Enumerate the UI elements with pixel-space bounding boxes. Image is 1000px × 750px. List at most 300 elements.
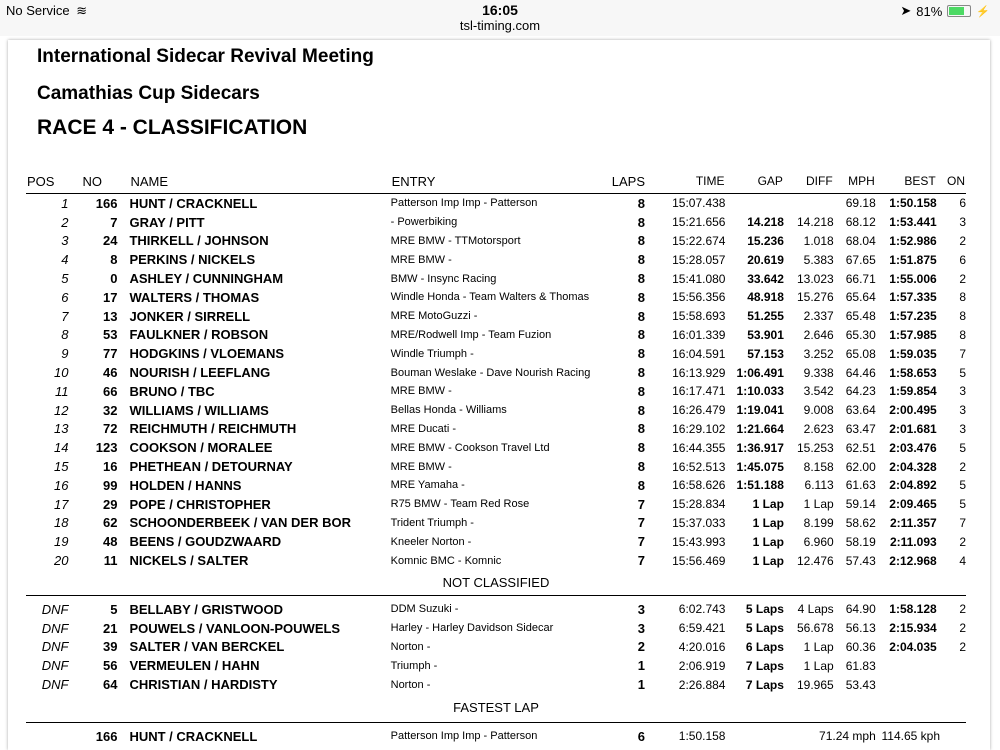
cell-laps: 8 <box>637 459 646 475</box>
cell-entry: R75 BMW - Team Red Rose <box>390 498 530 511</box>
result-row <box>26 307 966 326</box>
dnf-row <box>26 638 966 657</box>
cell-no: 29 <box>102 496 118 512</box>
cell-best: 1:59.035 <box>889 346 937 361</box>
cell-diff <box>784 194 834 213</box>
fastest-mph: 71.24 mph <box>819 729 876 744</box>
cell-no: 66 <box>102 383 118 399</box>
result-row <box>26 344 966 363</box>
cell-on: 5 <box>959 440 966 455</box>
cell-time: 16:13.929 <box>672 365 726 380</box>
fastest-kph: 114.65 kph <box>881 729 940 744</box>
cell-mph: 68.12 <box>845 215 876 230</box>
fastest-time: 1:50.158 <box>678 729 726 744</box>
cell-no: 24 <box>102 233 118 249</box>
cell-no: 99 <box>102 477 118 493</box>
clock: 16:05 <box>482 2 518 18</box>
table-header <box>26 169 966 194</box>
cell-pos: 12 <box>54 402 69 418</box>
cell-best: 2:15.934 <box>889 621 937 636</box>
cell-on: 3 <box>959 403 966 418</box>
cell-gap: 1:06.491 <box>736 365 784 380</box>
col-laps: LAPS <box>604 169 655 194</box>
cell-no: 48 <box>102 534 118 550</box>
cell-entry: MRE BMW - <box>390 460 452 473</box>
cell-diff: 1.018 <box>803 233 834 248</box>
cell-pos: 3 <box>61 233 69 249</box>
classified-results <box>26 194 966 570</box>
result-row <box>26 194 966 213</box>
cell-on: 5 <box>959 497 966 512</box>
battery-icon <box>947 5 971 17</box>
cell-mph: 65.08 <box>845 346 876 361</box>
cell-no: 7 <box>110 214 118 230</box>
cell-gap: 53.901 <box>747 327 784 342</box>
cell-gap: 1 Lap <box>752 497 784 512</box>
cell-mph: 62.00 <box>845 459 876 474</box>
cell-laps: 1 <box>637 658 646 674</box>
dnf-row <box>26 656 966 675</box>
cell-laps: 8 <box>637 383 646 399</box>
cell-mph: 58.62 <box>845 515 876 530</box>
cell-name: GRAY / PITT <box>129 214 205 230</box>
cell-laps: 7 <box>637 534 646 550</box>
cell-best: 1:57.235 <box>889 309 937 324</box>
cell-pos: 14 <box>54 440 69 456</box>
cell-time: 15:41.080 <box>672 271 726 286</box>
cell-laps: 8 <box>637 233 646 249</box>
cell-pos: 8 <box>61 327 69 343</box>
cell-time: 16:52.513 <box>672 459 726 474</box>
cell-laps: 8 <box>637 421 646 437</box>
cell-diff: 1 Lap <box>803 497 834 512</box>
cell-diff: 2.337 <box>803 309 834 324</box>
cell-best: 1:55.006 <box>889 271 937 286</box>
cell-laps: 8 <box>637 289 646 305</box>
cell-on: 8 <box>959 309 966 324</box>
result-row <box>26 457 966 476</box>
cell-diff: 15.276 <box>796 290 834 305</box>
cell-name: BRUNO / TBC <box>129 383 215 399</box>
cell-name: VERMEULEN / HAHN <box>129 658 260 674</box>
cell-time: 16:26.479 <box>672 403 726 418</box>
fastest-lap-section <box>26 694 966 746</box>
cell-mph: 63.64 <box>845 403 876 418</box>
result-row <box>26 401 966 420</box>
cell-name: JONKER / SIRRELL <box>129 308 251 324</box>
cell-diff: 19.965 <box>796 677 834 692</box>
battery-level <box>949 7 964 15</box>
cell-entry: Triumph - <box>390 659 438 672</box>
cell-gap: 1 Lap <box>752 553 784 568</box>
cell-on: 3 <box>959 384 966 399</box>
cell-laps: 2 <box>637 639 646 655</box>
cell-laps: 8 <box>637 477 646 493</box>
col-best: BEST <box>876 169 937 194</box>
cell-pos: 2 <box>61 214 69 230</box>
cell-gap: 7 Laps <box>745 658 784 673</box>
cell-laps: 8 <box>637 346 646 362</box>
cell-pos: DNF <box>41 639 69 655</box>
cell-name: HUNT / CRACKNELL <box>129 195 258 211</box>
cell-time: 4:20.016 <box>678 639 726 654</box>
cell-no: 46 <box>102 365 118 381</box>
cell-diff: 15.253 <box>796 440 834 455</box>
cell-diff: 8.199 <box>803 515 834 530</box>
col-diff: DIFF <box>784 169 834 194</box>
cell-no: 13 <box>102 308 118 324</box>
cell-no: 16 <box>102 459 118 475</box>
cell-name: SALTER / VAN BERCKEL <box>129 639 285 655</box>
cell-mph: 56.13 <box>845 621 876 636</box>
fastest-pos <box>26 727 76 746</box>
cell-pos: 17 <box>54 496 69 512</box>
cell-entry: MRE/Rodwell Imp - Team Fuzion <box>390 328 552 341</box>
cell-pos: 19 <box>54 534 69 550</box>
cell-laps: 8 <box>637 195 646 211</box>
cell-diff: 3.542 <box>803 384 834 399</box>
cell-gap: 15.236 <box>747 233 784 248</box>
cell-gap: 1 Lap <box>752 515 784 530</box>
cell-entry: Kneeler Norton - <box>390 535 472 548</box>
cell-mph: 62.51 <box>845 440 876 455</box>
cell-entry: Komnic BMC - Komnic <box>390 554 502 567</box>
cell-best: 2:09.465 <box>889 497 937 512</box>
cell-pos: 11 <box>54 383 69 399</box>
cell-time: 2:06.919 <box>678 658 726 673</box>
cell-no: 32 <box>102 402 118 418</box>
cell-laps: 8 <box>637 271 646 287</box>
col-no: NO <box>76 169 129 194</box>
cell-on <box>937 675 966 694</box>
not-classified-results <box>26 600 966 694</box>
cell-on <box>937 656 966 675</box>
cell-laps: 1 <box>637 677 646 693</box>
cell-time: 15:58.693 <box>672 309 726 324</box>
cell-on: 2 <box>959 271 966 286</box>
battery-percent: 81% <box>916 3 943 19</box>
cell-best: 1:51.875 <box>889 252 937 267</box>
cell-mph: 67.65 <box>845 252 876 267</box>
cell-name: THIRKELL / JOHNSON <box>129 233 269 249</box>
cell-best: 1:59.854 <box>889 384 937 399</box>
cell-entry: MRE MotoGuzzi - <box>390 310 478 323</box>
cell-entry: Harley - Harley Davidson Sidecar <box>390 622 554 635</box>
cell-entry: MRE BMW - Cookson Travel Ltd <box>390 441 550 454</box>
cell-mph: 63.47 <box>845 421 876 436</box>
cell-pos: DNF <box>41 677 69 693</box>
cell-laps: 7 <box>637 553 646 569</box>
cell-pos: 4 <box>61 252 69 268</box>
cell-pos: 7 <box>61 308 69 324</box>
cell-on: 3 <box>959 421 966 436</box>
cell-best: 1:53.441 <box>889 215 937 230</box>
cell-no: 72 <box>102 421 118 437</box>
cell-on: 8 <box>959 327 966 342</box>
cell-laps: 7 <box>637 515 646 531</box>
cell-name: COOKSON / MORALEE <box>129 440 273 456</box>
dnf-row <box>26 600 966 619</box>
cell-time: 16:44.355 <box>672 440 726 455</box>
cell-time: 2:26.884 <box>678 677 726 692</box>
cell-best: 2:04.035 <box>889 639 937 654</box>
cell-no: 53 <box>102 327 118 343</box>
status-bar <box>0 0 1000 36</box>
cell-mph: 65.64 <box>845 290 876 305</box>
cell-mph: 60.36 <box>845 639 876 654</box>
cell-time: 15:22.674 <box>672 233 726 248</box>
cell-pos: DNF <box>41 658 69 674</box>
cell-on: 2 <box>959 602 966 617</box>
cell-diff: 9.338 <box>803 365 834 380</box>
cell-on: 3 <box>959 215 966 230</box>
cell-pos: 20 <box>54 553 69 569</box>
cell-pos: 10 <box>54 365 69 381</box>
cell-no: 21 <box>102 620 118 636</box>
cell-name: FAULKNER / ROBSON <box>129 327 269 343</box>
cell-on: 7 <box>959 346 966 361</box>
cell-on: 5 <box>959 365 966 380</box>
cell-on: 8 <box>959 290 966 305</box>
result-row <box>26 495 966 514</box>
result-row <box>26 420 966 439</box>
cell-mph: 65.48 <box>845 309 876 324</box>
cell-time: 15:37.033 <box>672 515 726 530</box>
result-row <box>26 532 966 551</box>
not-classified-label: NOT CLASSIFIED <box>26 570 966 596</box>
cell-best: 1:57.985 <box>889 327 937 342</box>
col-time: TIME <box>655 169 725 194</box>
cell-name: WALTERS / THOMAS <box>129 289 260 305</box>
cell-best: 2:00.495 <box>889 403 937 418</box>
result-row <box>26 213 966 232</box>
result-row <box>26 363 966 382</box>
cell-time: 6:59.421 <box>678 621 726 636</box>
result-row <box>26 438 966 457</box>
fastest-no: 166 <box>95 728 118 744</box>
cell-diff: 4 Laps <box>797 602 834 617</box>
cell-on: 6 <box>959 252 966 267</box>
cell-diff: 2.623 <box>803 421 834 436</box>
cell-no: 39 <box>102 639 118 655</box>
cell-name: CHRISTIAN / HARDISTY <box>129 677 278 693</box>
cell-pos: 5 <box>61 271 69 287</box>
result-row <box>26 269 966 288</box>
cell-gap: 1:51.188 <box>736 478 784 493</box>
cell-name: NICKELS / SALTER <box>129 553 249 569</box>
address-bar[interactable]: tsl-timing.com <box>459 18 541 33</box>
cell-laps: 8 <box>637 402 646 418</box>
cell-best: 2:11.357 <box>889 515 937 530</box>
result-row <box>26 514 966 533</box>
cell-entry: DDM Suzuki - <box>390 603 459 616</box>
cell-mph: 64.46 <box>845 365 876 380</box>
cell-gap: 7 Laps <box>745 677 784 692</box>
cell-no: 0 <box>110 271 118 287</box>
cell-diff: 12.476 <box>796 553 834 568</box>
cell-name: POPE / CHRISTOPHER <box>129 496 271 512</box>
cell-entry: Norton - <box>390 640 431 653</box>
cell-pos: DNF <box>41 601 69 617</box>
status-right <box>900 3 990 19</box>
cell-laps: 8 <box>637 327 646 343</box>
results-document <box>8 40 990 750</box>
cell-laps: 8 <box>637 440 646 456</box>
cell-best: 1:50.158 <box>889 196 937 211</box>
cell-diff: 9.008 <box>803 403 834 418</box>
cell-entry: MRE Ducati - <box>390 422 457 435</box>
cell-name: BEENS / GOUDZWAARD <box>129 534 282 550</box>
cell-best: 1:58.653 <box>889 365 937 380</box>
results-table <box>26 169 966 746</box>
cell-pos: 1 <box>61 195 69 211</box>
cell-gap: 5 Laps <box>745 621 784 636</box>
cell-no: 64 <box>102 677 118 693</box>
fastest-lap-divider <box>26 694 966 723</box>
col-on: ON <box>937 169 966 194</box>
cell-time: 6:02.743 <box>678 602 726 617</box>
cell-no: 8 <box>110 252 118 268</box>
cell-time: 15:43.993 <box>672 534 726 549</box>
class-title: Camathias Cup Sidecars <box>37 83 260 104</box>
cell-time: 16:01.339 <box>672 327 726 342</box>
cell-on: 2 <box>959 639 966 654</box>
cell-on: 7 <box>959 515 966 530</box>
cell-mph: 64.90 <box>845 602 876 617</box>
wifi-icon: ≋ <box>76 3 88 18</box>
cell-mph: 64.23 <box>845 384 876 399</box>
fastest-lap-row <box>26 727 966 746</box>
cell-entry: MRE Yamaha - <box>390 479 465 492</box>
cell-gap: 33.642 <box>747 271 784 286</box>
fastest-entry: Patterson Imp Imp - Patterson <box>390 730 538 743</box>
result-row <box>26 250 966 269</box>
cell-mph: 59.14 <box>845 497 876 512</box>
cell-name: PERKINS / NICKELS <box>129 252 256 268</box>
cell-on: 6 <box>959 196 966 211</box>
location-arrow-icon: ➤ <box>900 3 912 18</box>
col-entry: ENTRY <box>391 169 605 194</box>
cell-time: 16:29.102 <box>672 421 726 436</box>
cell-time: 16:58.626 <box>672 478 726 493</box>
cell-gap: 1:10.033 <box>736 384 784 399</box>
cell-name: BELLABY / GRISTWOOD <box>129 601 284 617</box>
not-classified-divider <box>26 570 966 596</box>
cell-time: 15:28.834 <box>672 497 726 512</box>
meeting-title: International Sidecar Revival Meeting <box>37 46 374 67</box>
cell-entry: Norton - <box>390 678 431 691</box>
cell-time: 15:56.469 <box>672 553 726 568</box>
cell-diff: 1 Lap <box>803 639 834 654</box>
cell-laps: 3 <box>637 601 646 617</box>
cell-pos: 9 <box>61 346 69 362</box>
cell-entry: Trident Triumph - <box>390 516 474 529</box>
dnf-row <box>26 675 966 694</box>
cell-entry: Patterson Imp Imp - Patterson <box>390 197 538 210</box>
cell-mph: 58.19 <box>845 534 876 549</box>
cell-laps: 7 <box>637 496 646 512</box>
cell-no: 166 <box>95 195 118 211</box>
cell-mph: 57.43 <box>845 553 876 568</box>
result-row <box>26 232 966 251</box>
cell-diff: 13.023 <box>796 271 834 286</box>
col-mph: MPH <box>834 169 876 194</box>
cell-gap: 48.918 <box>747 290 784 305</box>
cell-name: NOURISH / LEEFLANG <box>129 365 271 381</box>
cell-name: HODGKINS / VLOEMANS <box>129 346 285 362</box>
cell-mph: 65.30 <box>845 327 876 342</box>
cell-laps: 8 <box>637 365 646 381</box>
cell-diff: 8.158 <box>803 459 834 474</box>
cell-mph: 66.71 <box>845 271 876 286</box>
cell-gap: 51.255 <box>747 309 784 324</box>
cell-pos: 16 <box>54 477 69 493</box>
cell-time: 16:17.471 <box>672 384 726 399</box>
race-title: RACE 4 - CLASSIFICATION <box>37 116 308 139</box>
cell-pos: 15 <box>54 459 69 475</box>
cell-pos: 6 <box>61 289 69 305</box>
cell-entry: MRE BMW - TTMotorsport <box>390 234 521 247</box>
cell-on: 2 <box>959 534 966 549</box>
cell-diff: 14.218 <box>796 215 834 230</box>
cell-no: 5 <box>110 601 118 617</box>
fastest-lap-number: 6 <box>637 728 646 744</box>
carrier-label: No Service <box>6 3 70 18</box>
cell-mph: 61.83 <box>845 658 876 673</box>
cell-best <box>876 656 937 675</box>
fastest-lap-label: FASTEST LAP <box>26 694 966 723</box>
cell-entry: Windle Honda - Team Walters & Thomas <box>390 291 590 304</box>
cell-best: 1:57.335 <box>889 290 937 305</box>
cell-entry: Bouman Weslake - Dave Nourish Racing <box>390 366 591 379</box>
cell-entry: Windle Triumph - <box>390 347 474 360</box>
result-row <box>26 288 966 307</box>
cell-entry: MRE BMW - <box>390 385 452 398</box>
cell-laps: 8 <box>637 252 646 268</box>
cell-best: 1:58.128 <box>889 602 937 617</box>
cell-mph: 68.04 <box>845 233 876 248</box>
cell-gap: 1 Lap <box>752 534 784 549</box>
cell-name: POUWELS / VANLOON-POUWELS <box>129 620 341 636</box>
cell-mph: 69.18 <box>845 196 876 211</box>
cell-pos: 18 <box>54 515 69 531</box>
cell-gap: 1:21.664 <box>736 421 784 436</box>
cell-name: ASHLEY / CUNNINGHAM <box>129 271 284 287</box>
cell-laps: 8 <box>637 308 646 324</box>
cell-entry: - Powerbiking <box>390 216 458 229</box>
cell-on: 5 <box>959 478 966 493</box>
cell-name: HOLDEN / HANNS <box>129 477 242 493</box>
cell-gap: 57.153 <box>747 346 784 361</box>
cell-diff: 1 Lap <box>803 658 834 673</box>
cell-on: 2 <box>959 459 966 474</box>
cell-entry: MRE BMW - <box>390 253 452 266</box>
cell-gap: 1:19.041 <box>736 403 784 418</box>
cell-gap: 5 Laps <box>745 602 784 617</box>
cell-no: 77 <box>102 346 118 362</box>
cell-gap: 1:45.075 <box>736 459 784 474</box>
cell-best: 2:12.968 <box>889 553 937 568</box>
cell-on: 2 <box>959 233 966 248</box>
cell-pos: 13 <box>54 421 69 437</box>
col-pos: POS <box>26 169 76 194</box>
charging-bolt-icon: ⚡ <box>976 5 990 18</box>
result-row <box>26 551 966 570</box>
dnf-row <box>26 619 966 638</box>
cell-diff: 6.113 <box>804 478 834 493</box>
cell-best: 2:03.476 <box>889 440 937 455</box>
cell-best: 1:52.986 <box>889 233 937 248</box>
